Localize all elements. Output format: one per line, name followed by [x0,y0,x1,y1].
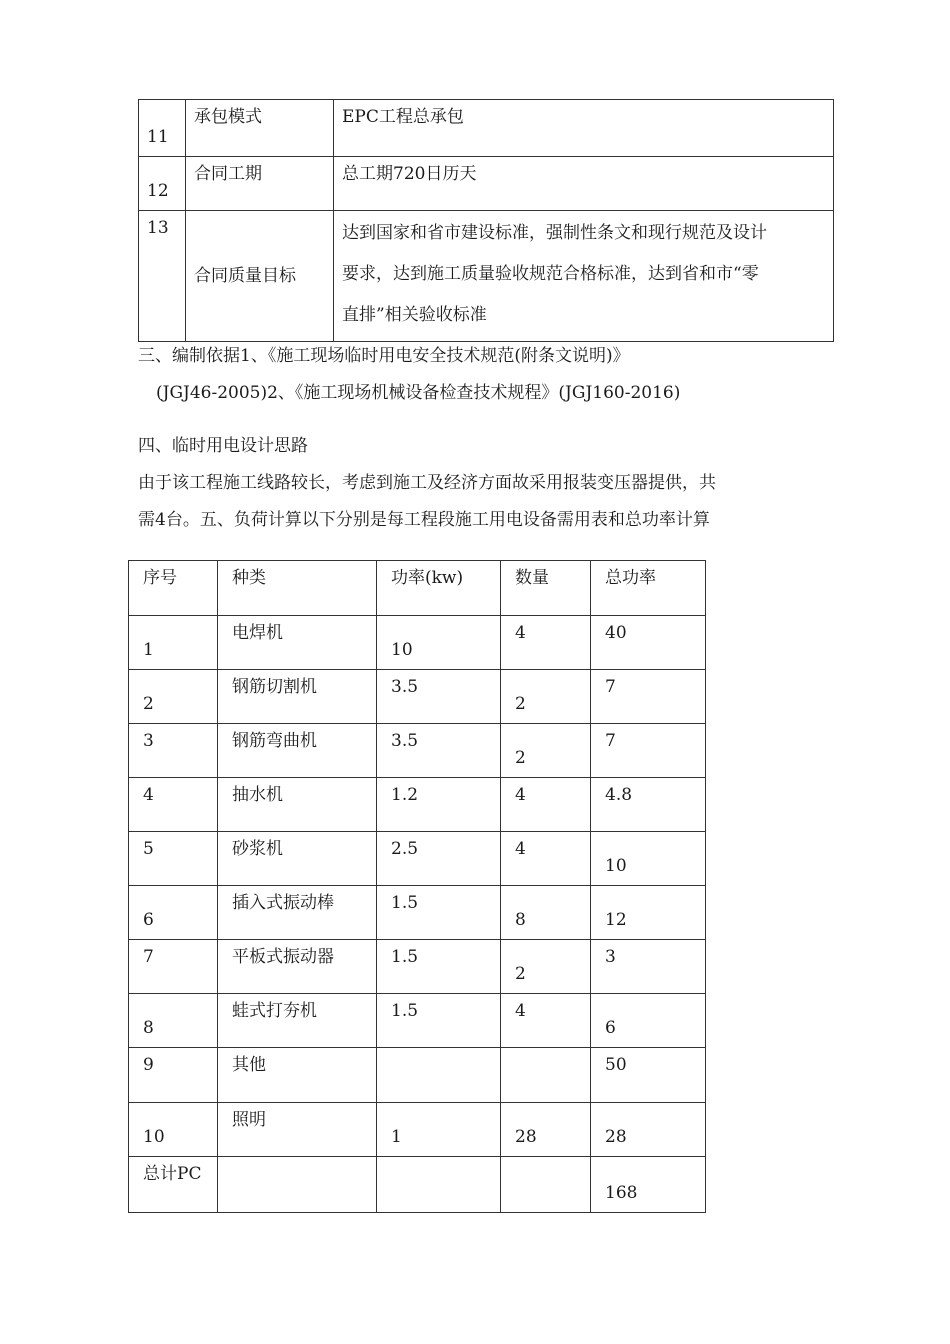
cell-type: 钢筋切割机 [232,677,317,697]
cell-no: 10 [143,1127,165,1147]
cell-type: 砂浆机 [232,839,283,859]
cell-qty: 2 [515,964,526,984]
cell-qty: 4 [515,623,526,643]
cell-total: 4.8 [605,785,633,805]
cell-no: 4 [143,785,154,805]
cell-no: 9 [143,1055,154,1075]
cell-qty: 2 [515,694,526,714]
table-row [129,1048,706,1103]
cell-total: 40 [605,623,627,643]
cell-type: 其他 [232,1055,266,1075]
total-value: 168 [605,1183,638,1203]
header-total: 总功率 [605,568,656,588]
section4-heading: 四、临时用电设计思路 [138,436,308,456]
table-header-row [129,561,706,616]
table-row [139,157,834,211]
table-row [129,832,706,886]
cell-total: 28 [605,1127,627,1147]
cell-power: 3.5 [391,731,419,751]
row-number: 13 [147,218,169,238]
cell-qty: 2 [515,748,526,768]
table-row [129,778,706,832]
cell-no: 6 [143,910,154,930]
cell-no: 1 [143,640,154,660]
cell-total: 50 [605,1055,627,1075]
section3-line2: (JGJ46-2005)2、《施工现场机械设备检查技术规程》(JGJ160-2016) [156,383,681,403]
cell-power: 2.5 [391,839,419,859]
table-row [129,940,706,994]
cell-no: 8 [143,1018,154,1038]
cell-power: 1.5 [391,947,419,967]
item-label: 合同工期 [194,164,262,184]
cell-type: 平板式振动器 [232,947,334,967]
cell-qty: 4 [515,1001,526,1021]
cell-total: 7 [605,731,616,751]
item-label: 承包模式 [194,107,262,127]
cell-type: 插入式振动棒 [232,893,334,913]
cell-qty: 8 [515,910,526,930]
total-label: 总计PC [143,1164,202,1184]
cell-type: 抽水机 [232,785,283,805]
cell-qty: 4 [515,839,526,859]
cell-total: 6 [605,1018,616,1038]
cell-power: 1.5 [391,893,419,913]
table-row [129,994,706,1048]
cell-no: 3 [143,731,154,751]
contract-table [138,99,834,342]
table-row [129,670,706,724]
cell-total: 10 [605,856,627,876]
item-content: 达到国家和省市建设标准，强制性条文和现行规范及设计 要求，达到施工质量验收规范合格标准，达到省和市“零 直排”相关验收标准 [342,223,767,325]
header-power: 功率(kw) [391,568,464,588]
cell-no: 2 [143,694,154,714]
cell-type: 照明 [232,1110,266,1130]
table-row [129,724,706,778]
cell-power: 10 [391,640,413,660]
section4-line2: 需4台。五、负荷计算以下分别是每工程段施工用电设备需用表和总功率计算 [138,510,710,530]
header-no: 序号 [143,568,177,588]
cell-no: 7 [143,947,154,967]
cell-no: 5 [143,839,154,859]
cell-total: 7 [605,677,616,697]
table-total-row [129,1157,706,1213]
cell-type: 钢筋弯曲机 [232,731,317,751]
cell-power: 1.5 [391,1001,419,1021]
cell-total: 3 [605,947,616,967]
cell-power: 3.5 [391,677,419,697]
section3-line1: 三、编制依据1、《施工现场临时用电安全技术规范(附条文说明)》 [138,346,630,366]
cell-total: 12 [605,910,627,930]
item-content: 总工期720日历天 [342,164,477,184]
table-row [129,616,706,670]
cell-type: 蛙式打夯机 [232,1001,317,1021]
cell-power: 1.2 [391,785,419,805]
load-table [128,560,706,1213]
row-number: 11 [147,127,169,147]
table-row [139,100,834,157]
header-type: 种类 [232,568,266,588]
header-qty: 数量 [515,568,549,588]
section4-line1: 由于该工程施工线路较长，考虑到施工及经济方面故采用报装变压器提供，共 [138,473,716,493]
row-number: 12 [147,181,169,201]
table-row [139,211,834,342]
cell-qty: 4 [515,785,526,805]
item-label: 合同质量目标 [194,266,296,286]
cell-qty: 28 [515,1127,537,1147]
cell-power: 1 [391,1127,402,1147]
cell-type: 电焊机 [232,623,283,643]
item-content: EPC工程总承包 [342,107,464,127]
table-row [129,886,706,940]
table-row [129,1103,706,1157]
